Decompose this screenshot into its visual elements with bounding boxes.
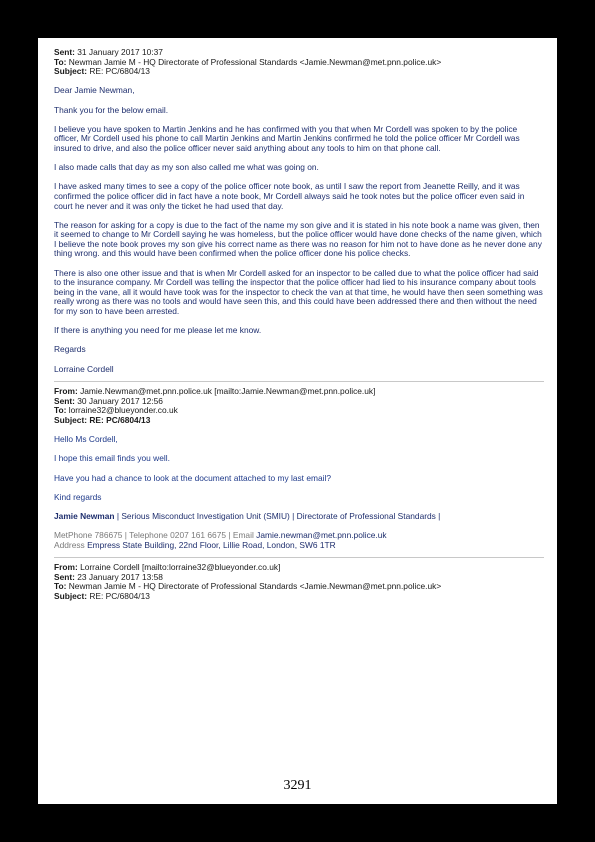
sent-value: 23 January 2017 13:58	[77, 571, 163, 582]
email1-header	[54, 48, 544, 77]
email-label: | Email	[228, 530, 254, 541]
sig-name: Jamie Newman	[54, 510, 115, 521]
paragraph: Have you had a chance to look at the document attached to my last email?	[54, 472, 332, 483]
address-label: Address	[54, 539, 85, 550]
metphone-label: MetPhone	[54, 530, 93, 541]
page-number: 3291	[283, 778, 312, 793]
sent-value: 30 January 2017 12:56	[77, 395, 163, 406]
email1-body	[54, 86, 544, 374]
to-value: Newman Jamie M - HQ Directorate of Professional Standards <Jamie.Newman@met.pnn.police.uk>	[68, 581, 442, 592]
to-value: Newman Jamie M - HQ Directorate of Professional Standards <Jamie.Newman@met.pnn.police.uk>	[68, 56, 442, 67]
paragraph: The reason for asking for a copy is due to the fact of the name my son give and it is stated in his note book a name was given, then it seemed to change to Mr Cordell saying he was homeless, but the police officer would have done checks of the name given, which I believe the note book proves my son give his correct name as there was no reason for him not to have done as he never done any thing wrong. and this would have been confirmed when the police officer done his police checks.	[54, 219, 542, 259]
email-thread	[54, 48, 544, 602]
telephone-label: | Telephone	[124, 530, 168, 541]
paragraph: I believe you have spoken to Martin Jenkins and he has confirmed with you that when Mr Cordell was spoken to by the police officer, Mr Cordell used his phone to call Martin Jenkins and Martin Jenkins confirmed he told the police officer Mr Cordell was insured to drive, and also the police officer never said anything about any tools to him on that phone call.	[54, 123, 520, 153]
sent-value: 31 January 2017 10:37	[77, 47, 163, 57]
to-label: To:	[54, 581, 67, 592]
address-value: Empress State Building, 22nd Floor, Lillie Road, London, SW6 1TR	[87, 539, 336, 550]
paragraph: If there is anything you need for me please let me know.	[54, 325, 262, 336]
closing: Regards	[54, 344, 86, 355]
sent-label: Sent:	[54, 571, 75, 582]
divider	[54, 557, 544, 558]
subject-value: RE: PC/6804/13	[89, 591, 150, 602]
to-value: lorraine32@blueyonder.co.uk	[68, 405, 178, 416]
signature-line	[54, 512, 544, 522]
subject-label: Subject:	[54, 591, 88, 602]
email2-header	[54, 387, 544, 425]
divider	[54, 381, 544, 382]
paragraph: There is also one other issue and that is when Mr Cordell asked for an inspector to be called due to what the police officer had said to the insurance company. Mr Cordell was telling the inspector that the police officer had lied to his insurance company about tools being in the vane, all it would have took was for the inspector to check the van at that time, he would have then seen something was really wrong as there was no tools and would have seen this, and this could have been addressed there and then without the need for my son to have been arrested.	[54, 267, 543, 317]
paragraph: I also made calls that day as my son also called me what was going on.	[54, 162, 319, 173]
from-value: Jamie.Newman@met.pnn.police.uk [mailto:Jamie.Newman@met.pnn.police.uk]	[80, 386, 376, 397]
paragraph: I have asked many times to see a copy of the police officer note book, as until I saw the report from Jeanette Reilly, and it was confirmed the police officer did in fact have a note book, Mr Cordell always said he took notes but the police officer even said in court he never and it was only the ticket he had used that day.	[54, 181, 525, 211]
subject-value: RE: PC/6804/13	[89, 414, 151, 425]
email-value[interactable]: Jamie.newman@met.pnn.police.uk	[256, 530, 387, 541]
metphone-value: 786675	[94, 530, 123, 541]
subject-label: Subject:	[54, 414, 88, 425]
from-label: From:	[54, 386, 78, 397]
to-label: To:	[54, 56, 67, 67]
greeting: Hello Ms Cordell,	[54, 434, 118, 445]
document-page	[38, 38, 557, 804]
closing: Kind regards	[54, 491, 102, 502]
paragraph: Thank you for the below email.	[54, 104, 169, 115]
email3-header	[54, 563, 544, 601]
subject-label: Subject:	[54, 66, 88, 77]
to-label: To:	[54, 405, 67, 416]
from-label: From:	[54, 562, 78, 573]
paragraph: I hope this email finds you well.	[54, 453, 170, 464]
email2-body	[54, 435, 544, 550]
from-value: Lorraine Cordell [mailto:lorraine32@blueyonder.co.uk]	[80, 562, 281, 573]
subject-value: RE: PC/6804/13	[89, 66, 150, 77]
telephone-value: 0207 161 6675	[170, 530, 227, 541]
sig-unit: | Serious Misconduct Investigation Unit (SMIU) | Directorate of Professional Standards |	[114, 510, 441, 521]
sent-label: Sent:	[54, 47, 75, 57]
sent-label: Sent:	[54, 395, 75, 406]
greeting: Dear Jamie Newman,	[54, 85, 135, 96]
address-line	[54, 541, 544, 551]
signature: Lorraine Cordell	[54, 363, 114, 374]
